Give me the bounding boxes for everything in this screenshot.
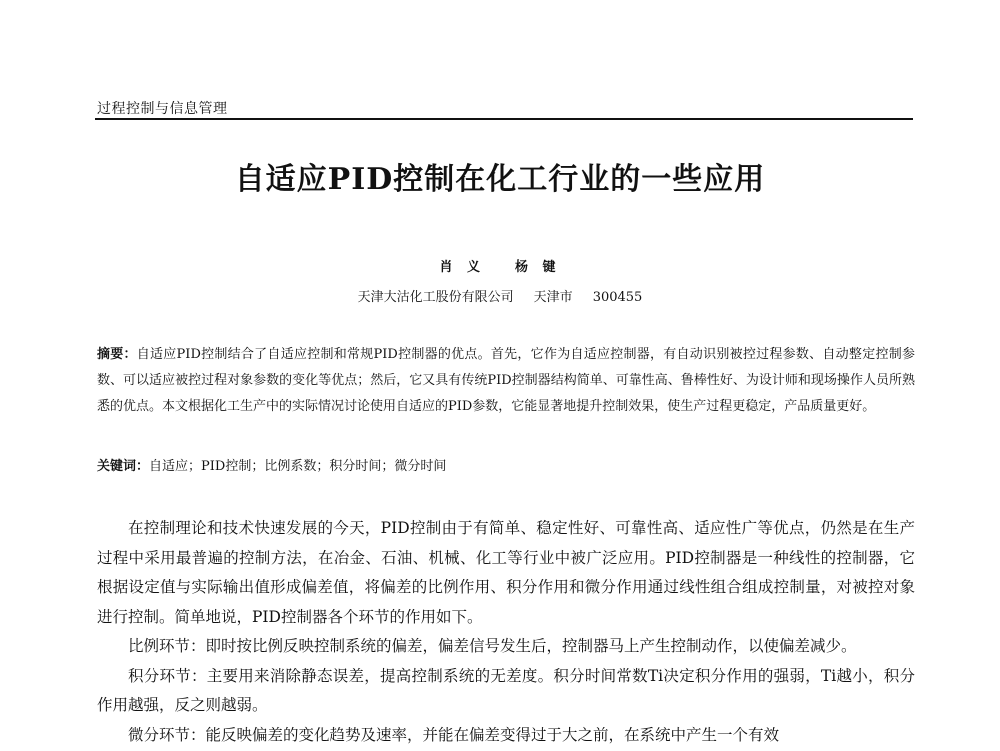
body-paragraph: 比例环节：即时按比例反映控制系统的偏差，偏差信号发生后，控制器马上产生控制动作，以使偏差减少。 [128, 637, 857, 655]
section-label: 过程控制与信息管理 [97, 101, 228, 117]
authors [0, 256, 1000, 275]
header-rule [95, 118, 913, 120]
author-name: 肖 义 [439, 260, 485, 275]
body-paragraph: 在控制理论和技术快速发展的今天，PID控制由于有简单、稳定性好、可靠性高、适应性广等优点，仍然是在生产过程中采用最普遍的控制方法，在冶金、石油、机械、化工等行业中被广泛应用。PID控制器是一种线性的控制器，它根据设定值与实际输出值形成偏差值，将偏差的比例作用、积分作用和微分作用通过线性组合组成控制量，对被控对象进行控制。简单地说，PID控制器各个环节的作用如下。 [97, 519, 915, 626]
abstract [97, 342, 915, 420]
abstract-label: 摘要： [97, 347, 137, 362]
paper-title: 自适应PID控制在化工行业的一些应用 [234, 162, 766, 197]
body-paragraph: 微分环节：能反映偏差的变化趋势及速率，并能在偏差变得过于大之前，在系统中产生一个有效 [128, 725, 780, 744]
abstract-text: 自适应PID控制结合了自适应控制和常规PID控制器的优点。首先，它作为自适应控制器，有自动识别被控过程参数、自动整定控制参数、可以适应被控过程对象参数的变化等优点；然后，它又具有传统PID控制器结构简单、可靠性高、鲁棒性好、为设计师和现场操作人员所熟悉的优点。本文根据化工生产中的实际情况讨论使用自适应的PID参数，它能显著地提升控制效果，使生产过程更稳定，产品质量更好。 [97, 347, 915, 414]
affiliation-city: 天津市 [533, 290, 573, 305]
affiliation-postcode: 300455 [592, 290, 643, 305]
keywords [97, 456, 915, 478]
affiliation-org: 天津大沽化工股份有限公司 [357, 290, 514, 305]
body-text [97, 514, 915, 750]
keywords-label: 关键词： [97, 459, 150, 474]
author-name: 杨 键 [515, 260, 561, 275]
body-paragraph: 积分环节：主要用来消除静态误差，提高控制系统的无差度。积分时间常数Ti决定积分作用的强弱，Ti越小，积分作用越强，反之则越弱。 [97, 666, 915, 714]
affiliation [0, 286, 1000, 305]
keywords-text: 自适应；PID控制；比例系数；积分时间；微分时间 [149, 459, 447, 474]
